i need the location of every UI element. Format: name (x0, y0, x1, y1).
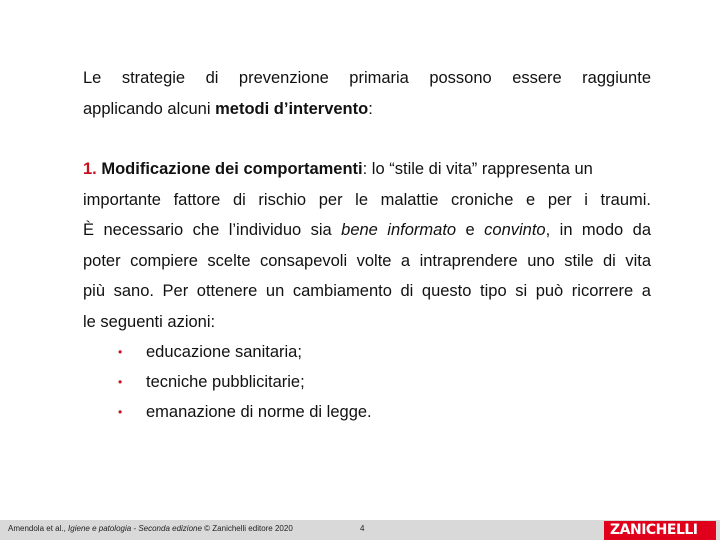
footer-citation (8, 524, 293, 533)
page-number: 4 (360, 524, 365, 533)
emphasis: convinto (484, 221, 546, 239)
text: poter compiere scelte consapevoli volte a intraprendere uno stile di vita (83, 252, 651, 270)
text: Le strategie di prevenzione primaria possono essere raggiunte (83, 69, 651, 87)
text: e (456, 221, 485, 239)
list-item: emanazione di norme di legge. (146, 403, 372, 421)
intro-line (83, 99, 651, 119)
text: le seguenti azioni: (83, 313, 216, 331)
list-item: educazione sanitaria; (146, 343, 302, 361)
emphasis: bene informato (341, 221, 457, 239)
section-title: Modificazione dei comportamenti (101, 160, 363, 178)
text: : (368, 100, 373, 118)
text: , in modo da (545, 221, 651, 239)
text: È necessario che l’individuo sia (83, 221, 342, 239)
bullet-icon: • (118, 375, 123, 389)
text: : lo “stile di vita” rappresenta un (362, 160, 593, 178)
list-item: tecniche pubblicitarie; (146, 373, 305, 391)
body-line (83, 312, 651, 332)
emphasis: metodi d’intervento (215, 100, 369, 118)
text: applicando alcuni (83, 100, 216, 118)
intro-line (83, 68, 651, 88)
body-line (83, 220, 651, 240)
section-number: 1. (83, 160, 97, 178)
text: importante fattore di rischio per le malattie croniche e per i traumi. (83, 191, 651, 209)
text: più sano. Per ottenere un cambiamento di questo tipo si può ricorrere a (83, 282, 651, 300)
publisher-logo: ZANICHELLI (604, 521, 716, 540)
bullet-icon: • (118, 405, 123, 419)
section-heading (83, 159, 653, 179)
bullet-icon: • (118, 345, 123, 359)
body-line (83, 251, 651, 271)
body-line (83, 281, 651, 301)
book-title: Igiene e patologia - Seconda edizione (68, 524, 202, 533)
text: © Zanichelli editore 2020 (201, 524, 293, 533)
body-line (83, 190, 651, 210)
text: Amendola et al., (8, 524, 69, 533)
